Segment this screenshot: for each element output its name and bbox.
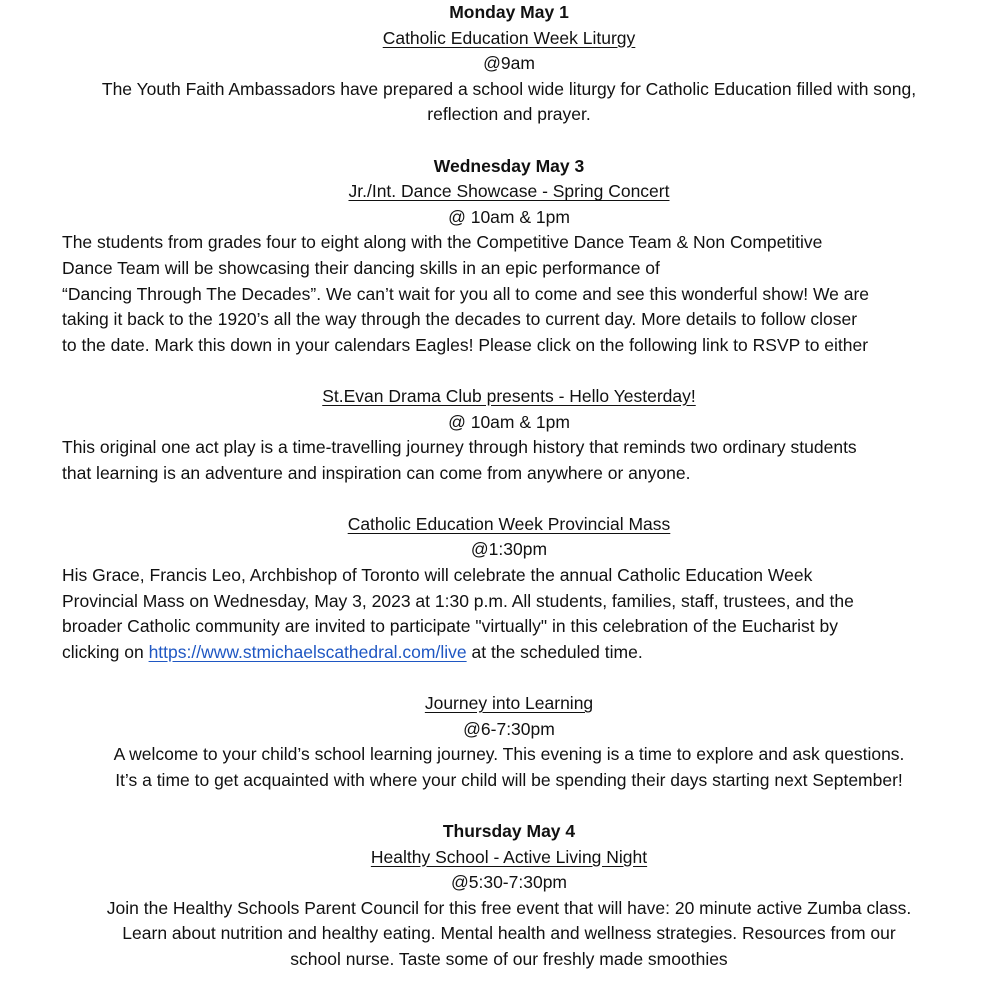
event-time-journey: @6-7:30pm	[463, 718, 555, 739]
event-time-dance: @ 10am & 1pm	[448, 206, 570, 227]
link-suffix-text: at the scheduled time.	[466, 641, 643, 662]
event-desc-line-with-link	[62, 640, 956, 666]
event-time-mass: @1:30pm	[470, 539, 548, 560]
event-desc-line: that learning is an adventure and inspiration can come from anywhere or anyone.	[62, 462, 691, 483]
day-heading-thursday: Thursday May 4	[442, 821, 576, 841]
event-time-drama: @ 10am & 1pm	[448, 411, 570, 432]
event-title-drama: St.Evan Drama Club presents - Hello Yesterday!	[322, 385, 696, 406]
event-time-healthy: @5:30-7:30pm	[450, 872, 568, 893]
spacer	[62, 128, 956, 154]
event-title-mass: Catholic Education Week Provincial Mass	[347, 513, 671, 534]
event-desc-line: broader Catholic community are invited to participate "virtually" in this celebration of the Eucharist by	[62, 616, 838, 637]
event-time-liturgy: @9am	[483, 53, 535, 74]
event-desc-line: Learn about nutrition and healthy eating. Mental health and wellness strategies. Resources from our	[122, 923, 896, 944]
cathedral-live-link[interactable]: https://www.stmichaelscathedral.com/live	[148, 641, 467, 662]
event-desc-line: reflection and prayer.	[427, 104, 591, 125]
event-desc-line: Provincial Mass on Wednesday, May 3, 2023 at 1:30 p.m. All students, families, staff, trustees, and the	[62, 590, 854, 611]
spacer	[62, 665, 956, 691]
spacer	[62, 793, 956, 819]
event-desc-line: The Youth Faith Ambassadors have prepared a school wide liturgy for Catholic Education filled with song,	[101, 78, 917, 99]
spacer	[62, 486, 956, 512]
event-desc-line: to the date. Mark this down in your calendars Eagles! Please click on the following link to RSVP to either	[62, 334, 869, 355]
event-desc-line: taking it back to the 1920’s all the way through the decades to current day. More details to follow closer	[62, 309, 858, 330]
day-heading-monday: Monday May 1	[449, 2, 569, 22]
event-desc-line: It’s a time to get acquainted with where your child will be spending their days starting next September!	[115, 769, 903, 790]
event-title-dance: Jr./Int. Dance Showcase - Spring Concert	[348, 181, 670, 202]
event-title-healthy: Healthy School - Active Living Night	[370, 846, 648, 867]
day-heading-wednesday: Wednesday May 3	[433, 155, 585, 176]
event-desc-line: The students from grades four to eight along with the Competitive Dance Team & Non Competitive	[62, 232, 823, 253]
event-desc-line: This original one act play is a time-travelling journey through history that reminds two ordinary students	[62, 437, 857, 458]
event-desc-line: school nurse. Taste some of our freshly made smoothies	[290, 948, 728, 969]
event-desc-line: His Grace, Francis Leo, Archbishop of Toronto will celebrate the annual Catholic Education Week	[62, 565, 813, 586]
event-desc-line: A welcome to your child’s school learning journey. This evening is a time to explore and ask questions.	[113, 744, 905, 765]
event-desc-line: Dance Team will be showcasing their dancing skills in an epic performance of	[62, 257, 660, 278]
event-desc-line: Join the Healthy Schools Parent Council for this free event that will have: 20 minute active Zumba class.	[106, 897, 912, 918]
event-title-journey: Journey into Learning	[424, 693, 594, 714]
event-desc-line: “Dancing Through The Decades”. We can’t wait for you all to come and see this wonderful show! We are	[62, 283, 870, 304]
spacer	[62, 358, 956, 384]
link-prefix-text: clicking on	[62, 641, 149, 662]
event-title-liturgy: Catholic Education Week Liturgy	[382, 27, 636, 48]
